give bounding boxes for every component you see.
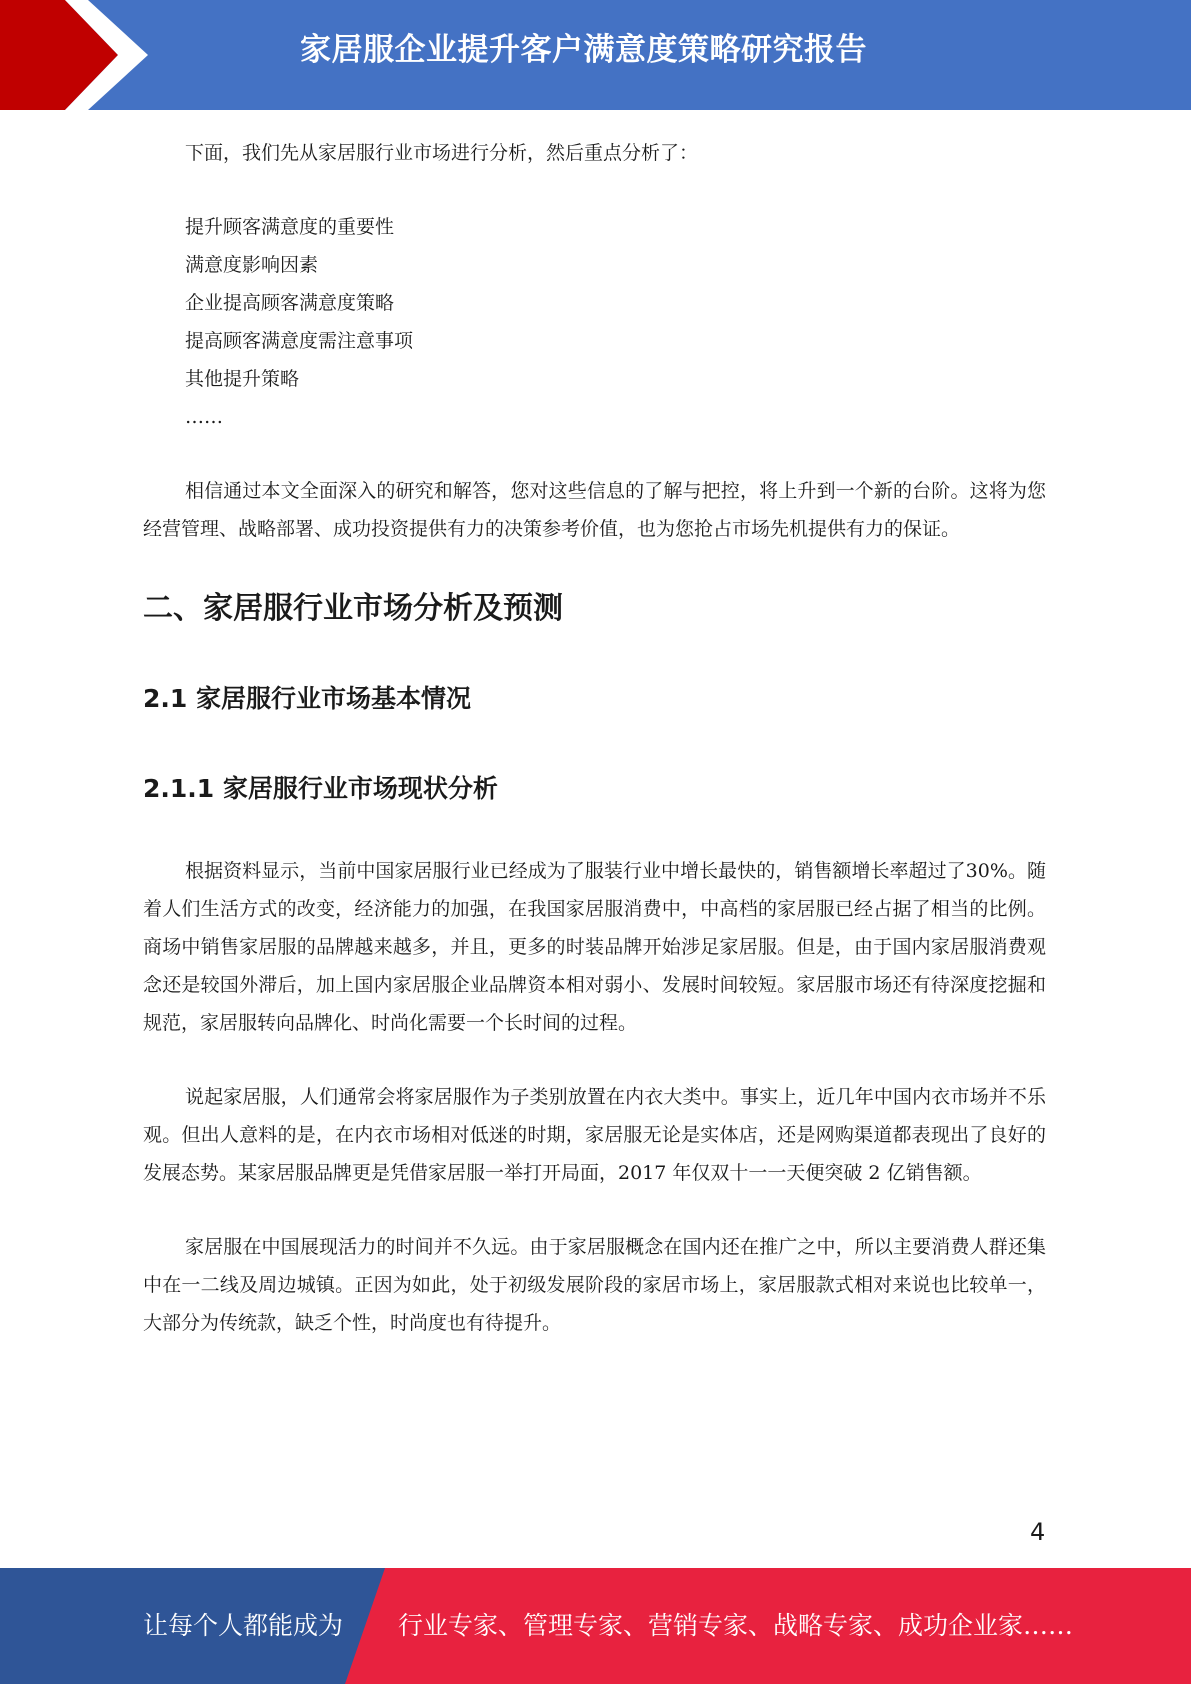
footer-slogan: 让每个人都能成为 bbox=[143, 1611, 344, 1640]
topic-list bbox=[185, 208, 1046, 436]
page-number: 4 bbox=[1030, 1518, 1046, 1546]
intro-paragraph: 下面，我们先从家居服行业市场进行分析，然后重点分析了： bbox=[185, 142, 699, 164]
document-body bbox=[143, 134, 1046, 1342]
section-heading: 二、家居服行业市场分析及预测 bbox=[143, 591, 563, 626]
body-paragraph: 家居服在中国展现活力的时间并不久远。由于家居服概念在国内还在推广之中，所以主要消费人群还集中在一二线及周边城镇。正因为如此，处于初级发展阶段的家居市场上，家居服款式相对来说也比较单一，大部分为传统款，缺乏个性，时尚度也有待提升。 bbox=[143, 1236, 1046, 1334]
list-item: 提升顾客满意度的重要性 bbox=[185, 216, 395, 238]
subsubsection-heading: 2.1.1 家居服行业市场现状分析 bbox=[143, 774, 498, 803]
subsection-heading: 2.1 家居服行业市场基本情况 bbox=[143, 684, 471, 713]
list-item: …… bbox=[185, 406, 223, 428]
list-item: 其他提升策略 bbox=[185, 368, 300, 390]
page-footer bbox=[0, 1568, 1191, 1684]
body-paragraph: 根据资料显示，当前中国家居服行业已经成为了服装行业中增长最快的，销售额增长率超过了30%。随着人们生活方式的改变，经济能力的加强，在我国家居服消费中，中高档的家居服已经占据了相当的比例。商场中销售家居服的品牌越来越多，并且，更多的时装品牌开始涉足家居服。但是，由于国内家居服消费观念还是较国外滞后，加上国内家居服企业品牌资本相对弱小、发展时间较短。家居服市场还有待深度挖掘和规范，家居服转向品牌化、时尚化需要一个长时间的过程。 bbox=[143, 860, 1046, 1034]
list-item: 企业提高顾客满意度策略 bbox=[185, 292, 395, 314]
report-title: 家居服企业提升客户满意度策略研究报告 bbox=[300, 32, 867, 68]
list-item: 提高顾客满意度需注意事项 bbox=[185, 330, 414, 352]
footer-roles: 行业专家、管理专家、营销专家、战略专家、成功企业家…… bbox=[398, 1611, 1074, 1640]
list-item: 满意度影响因素 bbox=[185, 254, 319, 276]
body-paragraph: 说起家居服，人们通常会将家居服作为子类别放置在内衣大类中。事实上，近几年中国内衣市场并不乐观。但出人意料的是，在内衣市场相对低迷的时期，家居服无论是实体店，还是网购渠道都表现出了良好的发展态势。某家居服品牌更是凭借家居服一举打开局面，2017 年仅双十一一天便突破 2 亿销售额。 bbox=[143, 1086, 1046, 1184]
closing-paragraph: 相信通过本文全面深入的研究和解答，您对这些信息的了解与把控，将上升到一个新的台阶。这将为您经营管理、战略部署、成功投资提供有力的决策参考价值，也为您抢占市场先机提供有力的保证。 bbox=[143, 480, 1046, 540]
page-header bbox=[0, 0, 1191, 110]
header-arrow-decoration bbox=[0, 0, 160, 110]
